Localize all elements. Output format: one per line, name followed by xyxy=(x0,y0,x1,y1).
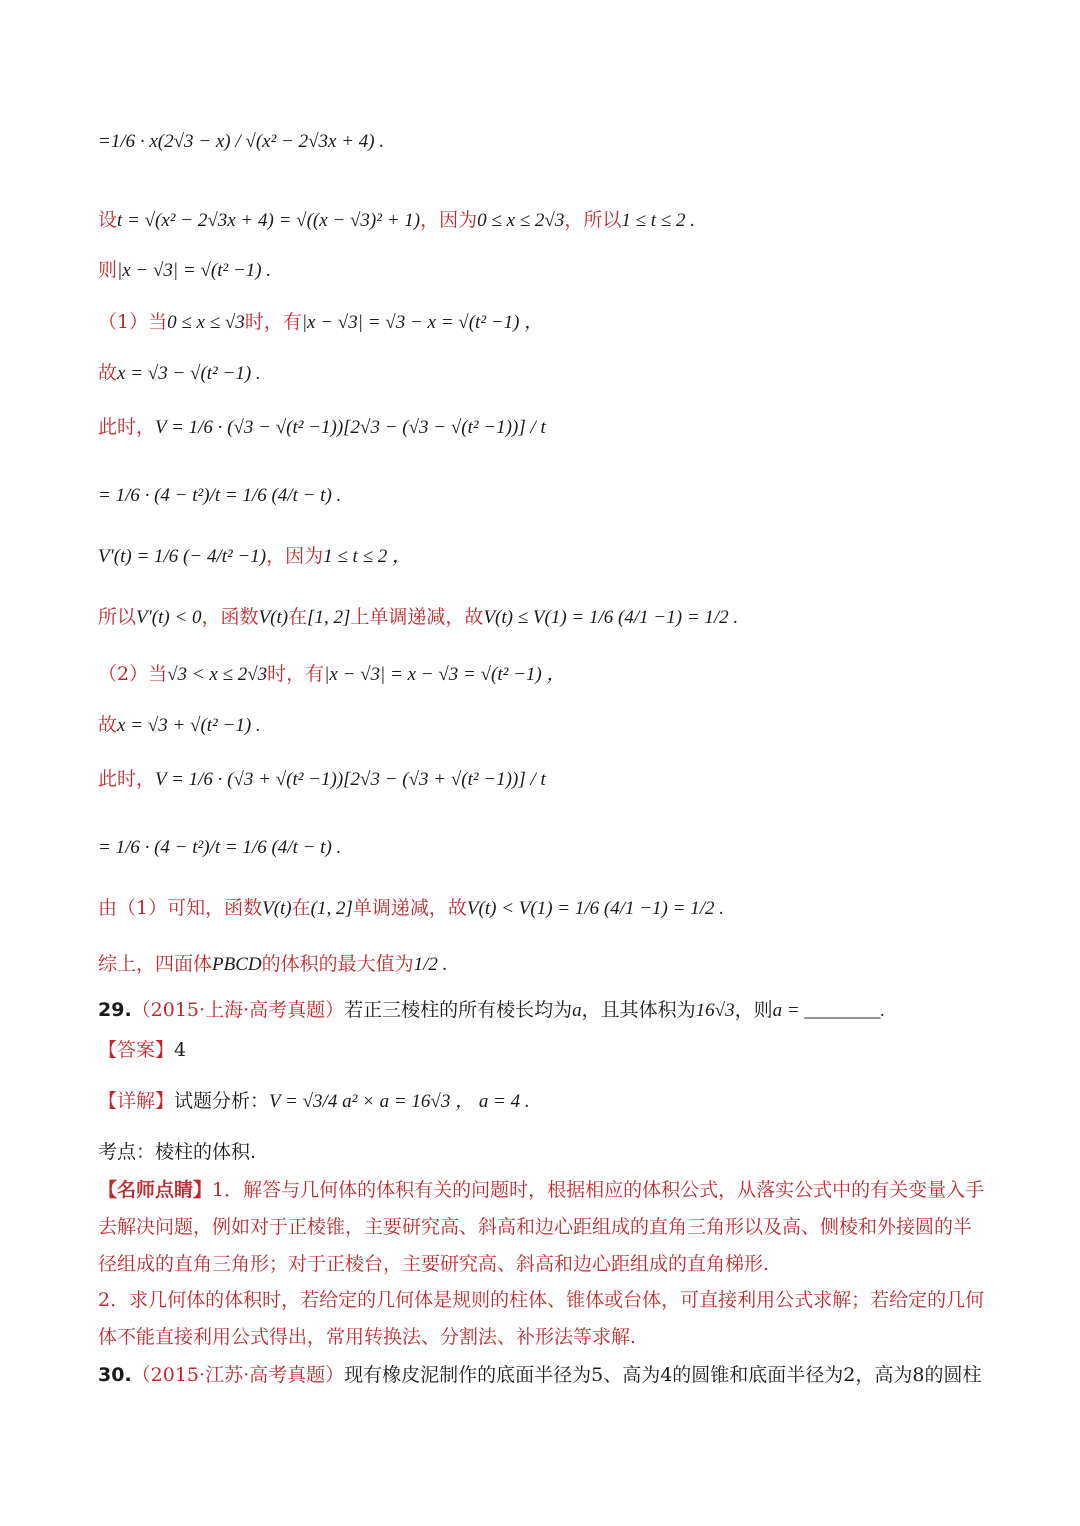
formula-line-9 xyxy=(98,608,738,627)
question-29-text-a: 若正三棱柱的所有棱长均为 xyxy=(344,999,573,1021)
formula-t-range-2: 1 ≤ t ≤ 2 ， xyxy=(323,546,412,567)
answer-value: 4 xyxy=(174,1039,187,1061)
formula-line-10 xyxy=(98,665,566,684)
question-29-text-c: ，则 xyxy=(734,999,773,1021)
formula-x-range: 0 ≤ x ≤ 2√3 xyxy=(477,210,565,231)
formula-case2-abs: |x − √3| = x − √3 = √(t² −1) ， xyxy=(324,664,566,685)
question-30-text: 现有橡皮泥制作的底面半径为5、高为4的圆锥和底面半径为2，高为8的圆柱 xyxy=(344,1364,982,1386)
formula-case1-range: 0 ≤ x ≤ √3 xyxy=(167,312,245,333)
formula-case1-v: V = 1/6 · (√3 − √(t² −1))[2√3 − (√3 − √(t² −1))] / t xyxy=(155,417,546,438)
formula-case2-range: √3 < x ≤ 2√3 xyxy=(167,664,268,685)
text-cishi: 此时， xyxy=(98,416,156,438)
knowledge-point-text: 棱柱的体积. xyxy=(155,1141,257,1163)
text-she: 设 xyxy=(98,209,118,231)
formula-line-14 xyxy=(98,899,724,918)
formula-line-3 xyxy=(98,261,271,280)
formula-case1-abs: |x − √3| = √3 − x = √(t² −1) ， xyxy=(301,312,544,333)
formula-line-12 xyxy=(98,770,546,789)
question-29-var-a: a xyxy=(572,1000,582,1021)
text-decreasing: 上单调递减，故 xyxy=(350,606,484,628)
text-suoyi: ，所以 xyxy=(564,209,622,231)
question-30 xyxy=(98,1366,981,1385)
formula-interval-2: (1, 2] xyxy=(310,898,353,919)
knowledge-point-label: 考点： xyxy=(98,1141,156,1163)
formula-case1-simplified: = 1/6 · (4 − t²)/t = 1/6 (4/t − t) . xyxy=(98,485,342,506)
formula-abs: |x − √3| = √(t² −1) . xyxy=(117,260,272,281)
formula-line-8 xyxy=(98,547,411,566)
answer-tag: 【答案】 xyxy=(98,1039,175,1061)
text-yinwei-2: ，因为 xyxy=(266,545,324,567)
formula-line-15 xyxy=(98,955,447,974)
detail-29 xyxy=(98,1092,530,1111)
question-29 xyxy=(98,1001,885,1020)
formula-line-13 xyxy=(98,838,341,857)
formula-t-def: t = √(x² − 2√3x + 4) = √((x − √3)² + 1) xyxy=(117,210,421,231)
question-29-source: （2015·上海·高考真题） xyxy=(131,999,345,1021)
text-yinwei: ，因为 xyxy=(420,209,478,231)
text-zai: 在 xyxy=(288,606,308,628)
question-30-source: （2015·江苏·高考真题） xyxy=(131,1364,345,1386)
formula-interval: [1, 2] xyxy=(307,607,351,628)
text-decreasing-2: 单调递减，故 xyxy=(352,897,467,919)
formula-max-value: 1/2 . xyxy=(413,954,448,975)
teacher-tips-1 xyxy=(98,1172,988,1283)
detail-tag: 【详解】 xyxy=(98,1090,175,1112)
teacher-tips-p2: 2．求几何体的体积时，若给定的几何体是规则的柱体、锥体或台体，可直接利用公式求解；若给定的几何体不能直接利用公式得出，常用转换法、分割法、补形法等求解. xyxy=(98,1289,985,1348)
text-zai-2: 在 xyxy=(291,897,311,919)
text-cishi-2: 此时， xyxy=(98,768,156,790)
formula-line-7 xyxy=(98,486,341,505)
formula-volume-expression: =1/6 · x(2√3 − x) / √(x² − 2√3x + 4) . xyxy=(98,131,385,152)
formula-vt: V(t) xyxy=(258,607,289,628)
formula-case2-v: V = 1/6 · (√3 + √(t² −1))[2√3 − (√3 + √(t² −1))] / t xyxy=(155,769,546,790)
text-conclusion: 综上，四面体 xyxy=(98,953,213,975)
question-29-volume: 16√3 xyxy=(695,1000,735,1021)
formula-derivative-neg: V′(t) < 0 xyxy=(136,607,202,628)
answer-29 xyxy=(98,1041,186,1060)
text-ze: 则 xyxy=(98,259,118,281)
text-suoyi-2: 所以 xyxy=(98,606,137,628)
formula-case2-simplified: = 1/6 · (4 − t²)/t = 1/6 (4/t − t) . xyxy=(98,837,342,858)
formula-line-6 xyxy=(98,418,546,437)
formula-line-5 xyxy=(98,364,261,383)
text-gu-2: 故 xyxy=(98,714,118,736)
case-2-label: （2）当 xyxy=(98,663,168,685)
text-from-case1: 由（1）可知，函数 xyxy=(98,897,263,919)
question-30-number: 30. xyxy=(98,1364,132,1386)
knowledge-point-29 xyxy=(98,1143,256,1162)
teacher-tips-tag: 【名师点睛】 xyxy=(98,1179,213,1201)
detail-formula: V = √3/4 a² × a = 16√3 ， a = 4 . xyxy=(269,1091,530,1112)
formula-t-range: 1 ≤ t ≤ 2 . xyxy=(621,210,695,231)
teacher-tips-p1: 1．解答与几何体的体积有关的问题时，根据相应的体积公式，从落实公式中的有关变量入手去解决问题，例如对于正棱锥，主要研究高、斜高和边心距组成的直角三角形以及高、侧棱和外接圆的半径组成的直角三角形；对于正棱台，主要研究高、斜高和边心距组成的直角梯形. xyxy=(98,1179,985,1275)
formula-derivative: V′(t) = 1/6 (− 4/t² −1) xyxy=(98,546,267,567)
text-hanshu: ，函数 xyxy=(201,606,259,628)
case-1-label: （1）当 xyxy=(98,311,168,333)
formula-line-2 xyxy=(98,211,695,230)
formula-case2-x: x = √3 + √(t² −1) . xyxy=(117,715,261,736)
teacher-tips-2 xyxy=(98,1282,988,1356)
question-29-text-b: ，且其体积为 xyxy=(581,999,696,1021)
formula-case1-x: x = √3 − √(t² −1) . xyxy=(117,363,261,384)
formula-tetrahedron: PBCD xyxy=(212,954,262,975)
text-shi-you: 时，有 xyxy=(244,311,302,333)
formula-line-4 xyxy=(98,313,543,332)
formula-line-1 xyxy=(98,132,384,151)
text-max-volume: 的体积的最大值为 xyxy=(261,953,414,975)
text-shi-you-2: 时，有 xyxy=(267,663,325,685)
formula-case1-max: V(t) ≤ V(1) = 1/6 (4/1 −1) = 1/2 . xyxy=(483,607,739,628)
text-gu: 故 xyxy=(98,362,118,384)
question-29-blank: a = ________. xyxy=(772,1000,886,1021)
question-29-number: 29. xyxy=(98,999,132,1021)
detail-lead: 试题分析： xyxy=(174,1090,270,1112)
formula-line-11 xyxy=(98,716,261,735)
formula-case2-max: V(t) < V(1) = 1/6 (4/1 −1) = 1/2 . xyxy=(466,898,724,919)
formula-vt-2: V(t) xyxy=(262,898,292,919)
